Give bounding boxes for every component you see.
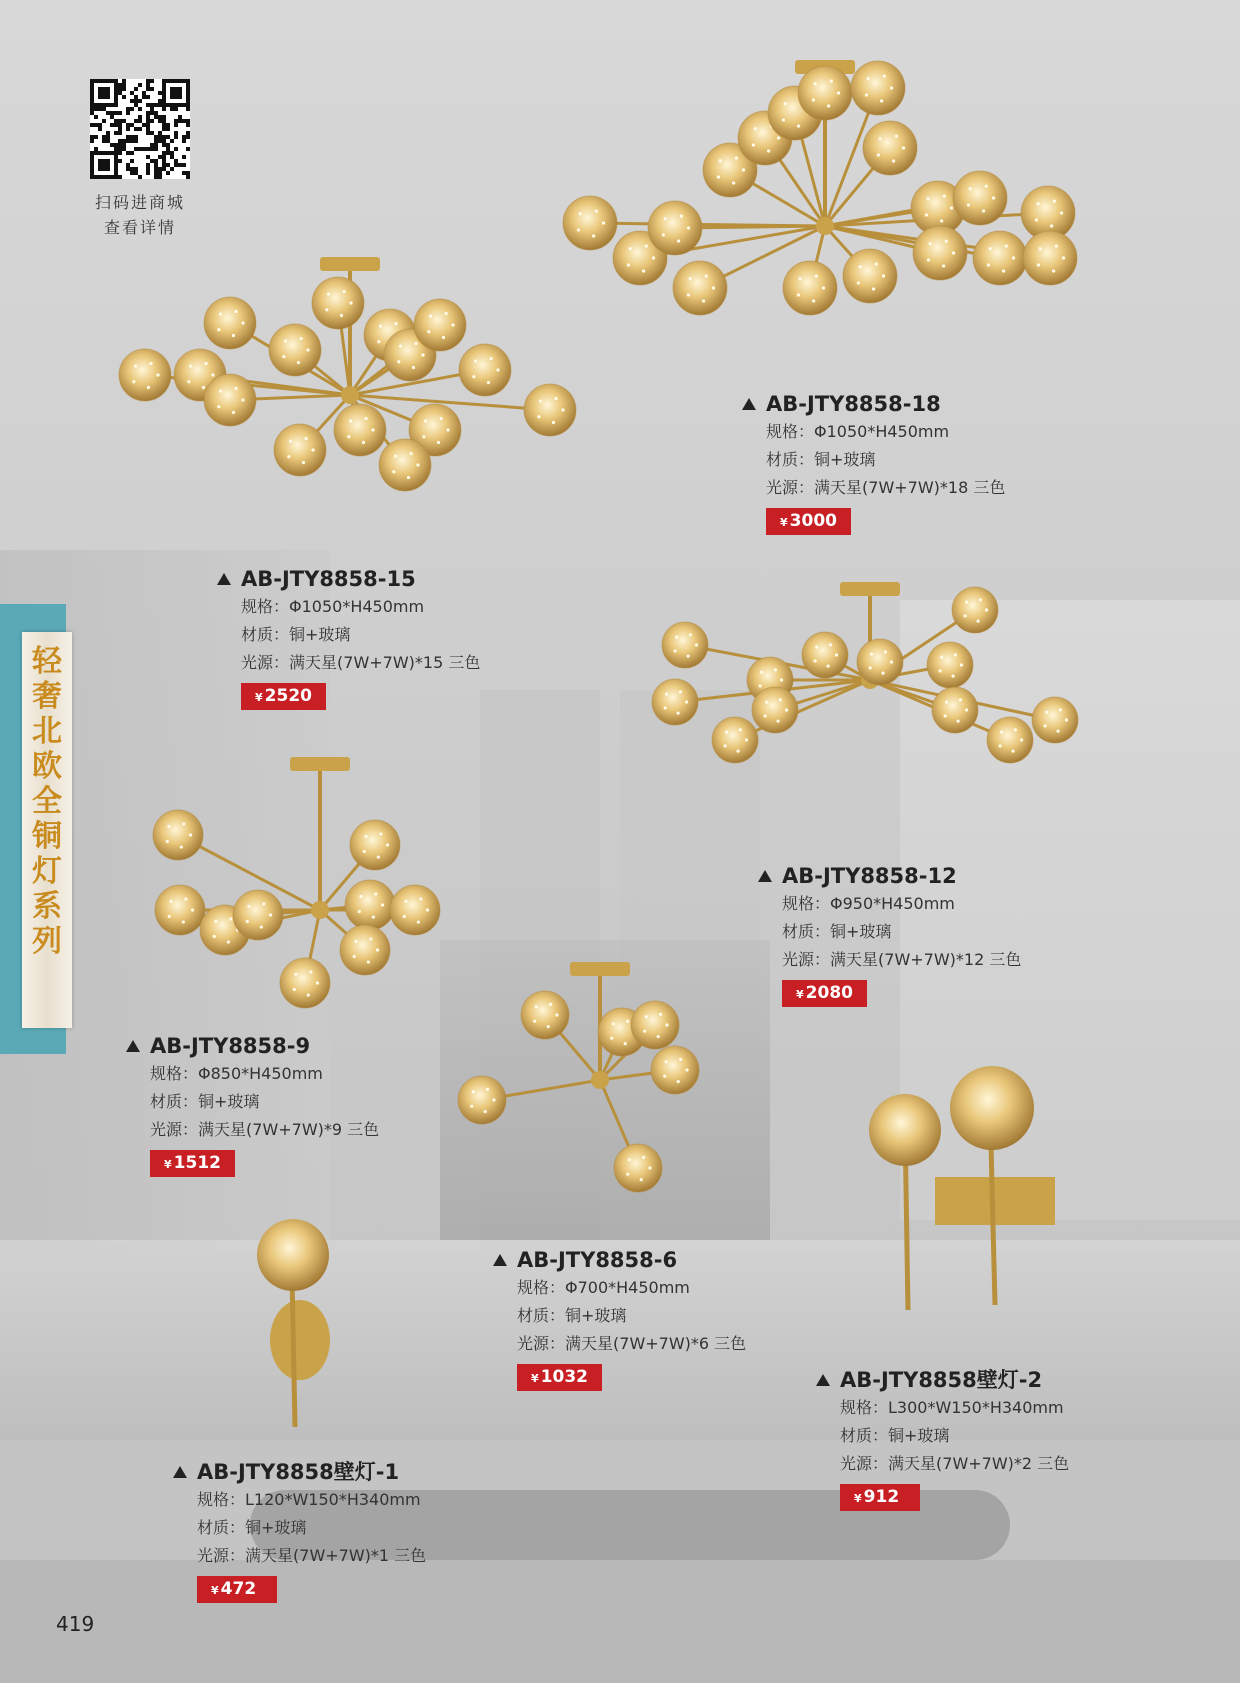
product-light-source: 光源：满天星(7W+7W)*6 三色	[517, 1334, 747, 1353]
product-spec: 规格：L120*W150*H340mm	[197, 1490, 421, 1509]
product-ab-jty8858-wall-2	[816, 1366, 1069, 1511]
product-material: 材质：铜+玻璃	[840, 1426, 950, 1445]
triangle-bullet-icon	[217, 573, 231, 585]
product-model: AB-JTY8858壁灯-2	[816, 1366, 1069, 1394]
price-badge: ¥ 3000	[766, 508, 851, 535]
triangle-bullet-icon	[493, 1254, 507, 1266]
product-light-source: 光源：满天星(7W+7W)*2 三色	[840, 1454, 1070, 1473]
product-material: 材质：铜+玻璃	[782, 922, 892, 941]
product-light-source: 光源：满天星(7W+7W)*9 三色	[150, 1120, 380, 1139]
qr-caption-line2: 查看详情	[103, 218, 176, 237]
product-ab-jty8858-9	[126, 1032, 379, 1177]
canopy	[840, 582, 900, 596]
product-ab-jty8858-12	[758, 862, 1021, 1007]
series-title-char: 铜	[32, 819, 62, 854]
product-spec: 规格：Φ700*H450mm	[517, 1278, 690, 1297]
product-model: AB-JTY8858-6	[493, 1246, 746, 1274]
page-number: 419	[56, 1612, 95, 1636]
series-title-char: 欧	[32, 749, 62, 784]
wall-lamp-2-image	[860, 1065, 1060, 1315]
product-material: 材质：铜+玻璃	[766, 450, 876, 469]
qr-caption	[80, 190, 200, 240]
series-title-char: 奢	[32, 679, 62, 714]
product-material: 材质：铜+玻璃	[241, 625, 351, 644]
price-badge: ¥ 912	[840, 1484, 920, 1511]
product-model: AB-JTY8858壁灯-1	[173, 1458, 426, 1486]
product-light-source: 光源：满天星(7W+7W)*1 三色	[197, 1546, 427, 1565]
wall-lamp-1-image	[250, 1215, 360, 1430]
qr-code[interactable]	[90, 79, 190, 179]
product-ab-jty8858-6	[493, 1246, 746, 1391]
price-badge: ¥ 1032	[517, 1364, 602, 1391]
product-light-source: 光源：满天星(7W+7W)*18 三色	[766, 478, 1006, 497]
price-badge: ¥ 472	[197, 1576, 277, 1603]
price-badge: ¥ 2080	[782, 980, 867, 1007]
triangle-bullet-icon	[742, 398, 756, 410]
chandelier-18-image	[560, 58, 1090, 348]
series-title-char: 灯	[32, 854, 62, 889]
chandelier-6-image	[450, 960, 770, 1210]
product-ab-jty8858-15	[217, 565, 480, 710]
price-badge: ¥ 2520	[241, 683, 326, 710]
triangle-bullet-icon	[816, 1374, 830, 1386]
canopy	[570, 962, 630, 976]
product-spec: 规格：Φ950*H450mm	[782, 894, 955, 913]
series-title-char: 全	[32, 784, 62, 819]
product-model: AB-JTY8858-15	[217, 565, 480, 593]
product-material: 材质：铜+玻璃	[517, 1306, 627, 1325]
triangle-bullet-icon	[126, 1040, 140, 1052]
product-model: AB-JTY8858-18	[742, 390, 1005, 418]
series-title	[24, 644, 70, 959]
product-spec: 规格：Φ850*H450mm	[150, 1064, 323, 1083]
chandelier-12-image	[650, 580, 1090, 820]
series-title-char: 系	[32, 889, 62, 924]
triangle-bullet-icon	[173, 1466, 187, 1478]
triangle-bullet-icon	[758, 870, 772, 882]
price-badge: ¥ 1512	[150, 1150, 235, 1177]
product-light-source: 光源：满天星(7W+7W)*15 三色	[241, 653, 481, 672]
canopy	[320, 257, 380, 271]
product-model: AB-JTY8858-9	[126, 1032, 379, 1060]
product-ab-jty8858-wall-1	[173, 1458, 426, 1603]
chandelier-15-image	[110, 255, 630, 545]
product-spec: 规格：Φ1050*H450mm	[241, 597, 425, 616]
product-material: 材质：铜+玻璃	[150, 1092, 260, 1111]
series-title-char: 北	[32, 714, 62, 749]
series-title-char: 轻	[32, 644, 62, 679]
product-model: AB-JTY8858-12	[758, 862, 1021, 890]
qr-caption-line1: 扫码进商城	[94, 193, 185, 212]
product-light-source: 光源：满天星(7W+7W)*12 三色	[782, 950, 1022, 969]
series-side-tab	[0, 604, 66, 1054]
canopy	[290, 757, 350, 771]
product-material: 材质：铜+玻璃	[197, 1518, 307, 1537]
series-title-char: 列	[32, 924, 62, 959]
product-spec: 规格：L300*W150*H340mm	[840, 1398, 1064, 1417]
product-spec: 规格：Φ1050*H450mm	[766, 422, 950, 441]
product-ab-jty8858-18	[742, 390, 1005, 535]
